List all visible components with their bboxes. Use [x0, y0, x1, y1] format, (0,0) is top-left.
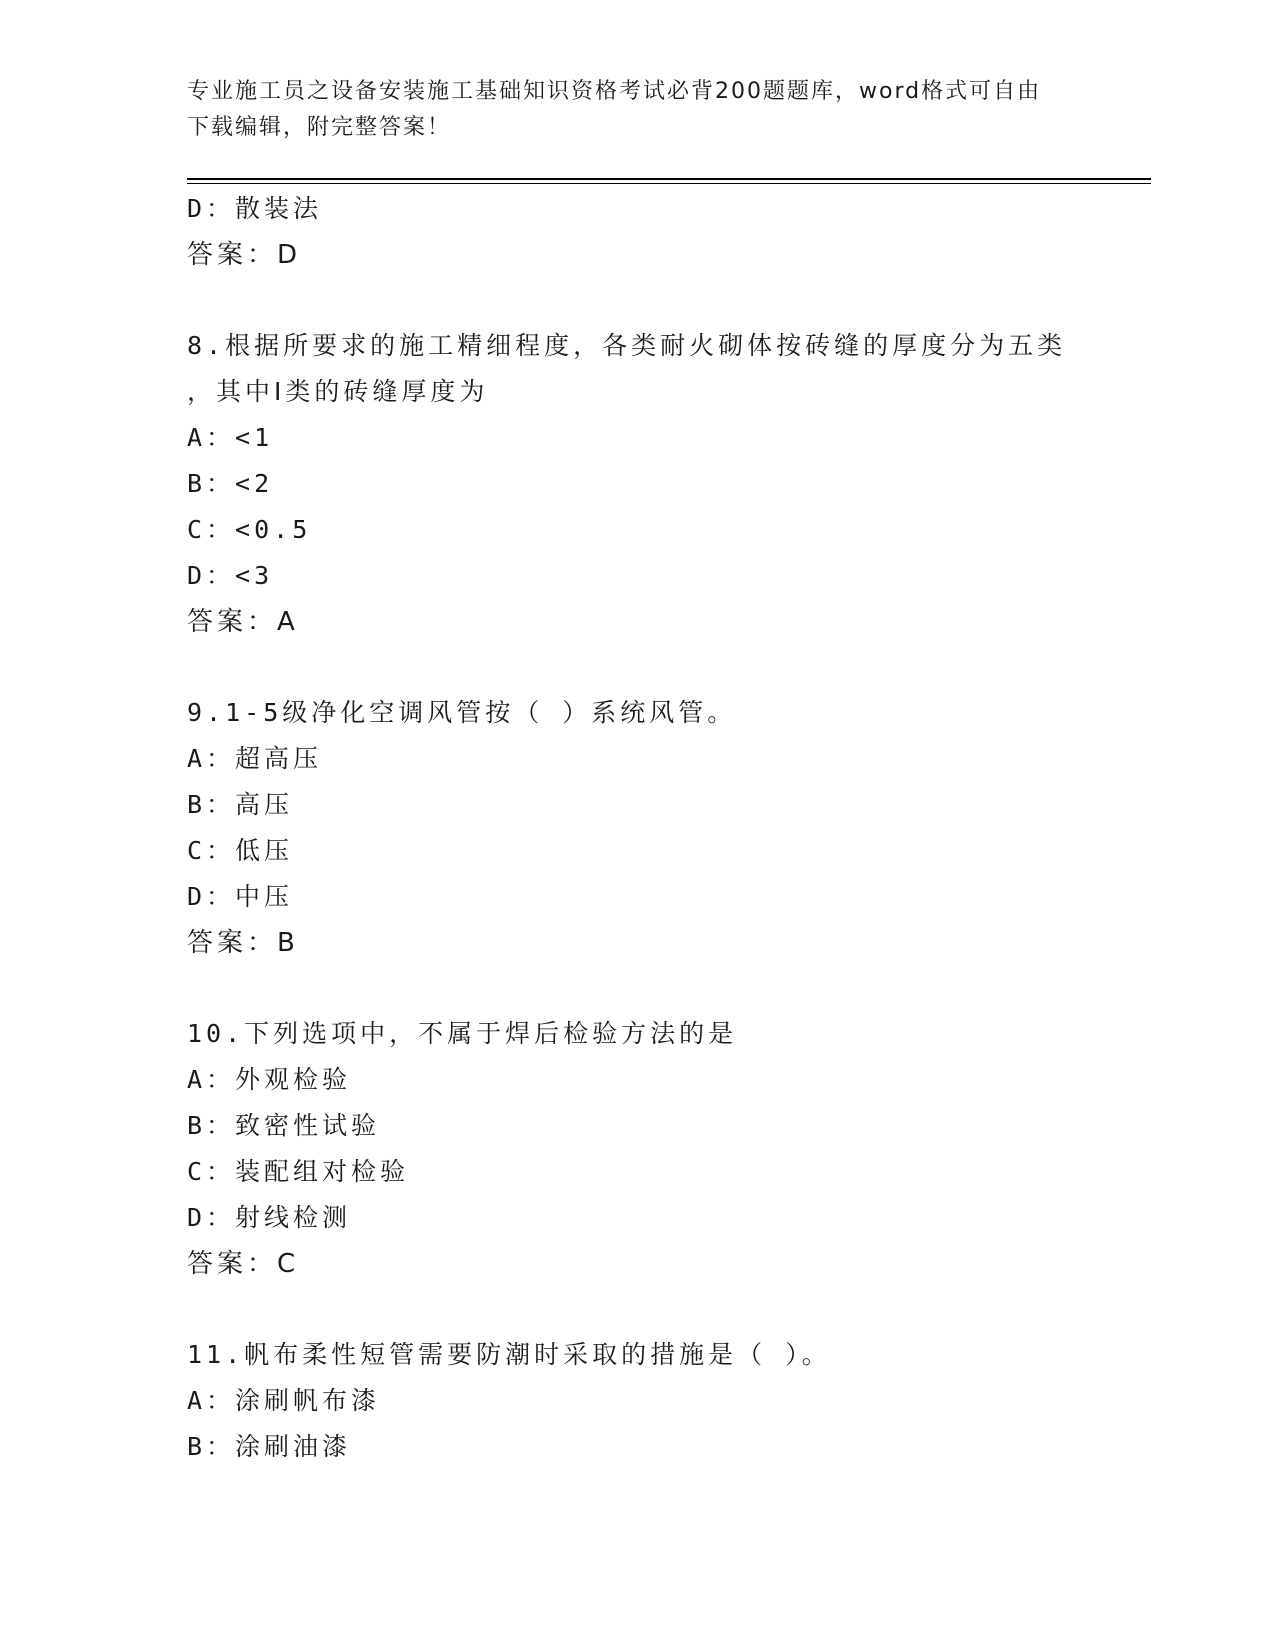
- option-a: A：<1: [187, 423, 274, 452]
- question-text: 10.下列选项中，不属于焊后检验方法的是: [187, 1019, 738, 1048]
- option-a: A：外观检验: [187, 1065, 352, 1094]
- option-b: B：涂刷油漆: [187, 1432, 352, 1461]
- header-line-2: 下载编辑，附完整答案！: [187, 115, 452, 140]
- option-c: C：<0.5: [187, 515, 312, 544]
- question-10: [187, 1011, 1151, 1287]
- answer: 答案：A: [187, 607, 299, 637]
- option-d: D：散装法: [187, 194, 323, 223]
- option-d: D：中压: [187, 882, 294, 911]
- option-d: D：射线检测: [187, 1203, 352, 1232]
- answer: 答案：D: [187, 240, 302, 270]
- question-7-tail: [187, 186, 1151, 278]
- option-b: B：<2: [187, 469, 274, 498]
- question-11: [187, 1332, 1151, 1470]
- answer: 答案：B: [187, 928, 299, 958]
- question-9: [187, 690, 1151, 966]
- option-a: A：超高压: [187, 744, 323, 773]
- option-b: B：致密性试验: [187, 1111, 381, 1140]
- header-rule-thick: [187, 178, 1151, 180]
- answer: 答案：C: [187, 1249, 300, 1279]
- option-c: C：装配组对检验: [187, 1157, 410, 1186]
- question-text: 8.根据所要求的施工精细程度，各类耐火砌体按砖缝的厚度分为五类: [187, 331, 1067, 360]
- option-b: B：高压: [187, 790, 294, 819]
- option-d: D：<3: [187, 561, 274, 590]
- question-text-continued: ，其中Ⅰ类的砖缝厚度为: [187, 377, 489, 406]
- option-c: C：低压: [187, 836, 294, 865]
- header-rule-thin: [187, 183, 1151, 184]
- question-list: [187, 186, 1151, 1470]
- header-line-1: 专业施工员之设备安装施工基础知识资格考试必背200题题库，word格式可自由: [187, 79, 1042, 104]
- question-text: 9.1-5级净化空调风管按（ ）系统风管。: [187, 698, 737, 727]
- option-a: A：涂刷帆布漆: [187, 1386, 381, 1415]
- question-text: 11.帆布柔性短管需要防潮时采取的措施是（ ）。: [187, 1340, 831, 1369]
- question-8: [187, 323, 1151, 645]
- document-header: [187, 74, 1087, 146]
